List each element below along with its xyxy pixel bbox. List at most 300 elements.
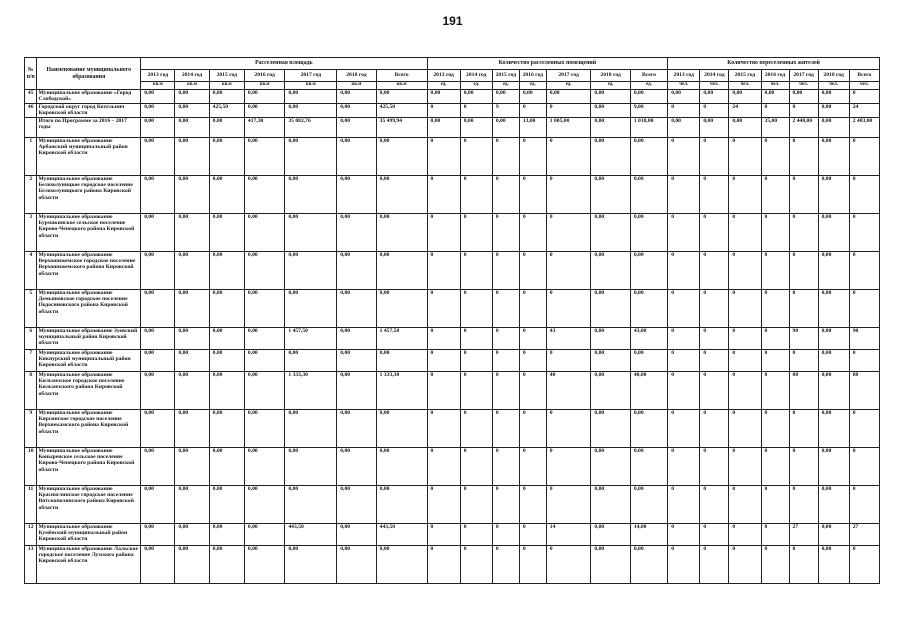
cell-area-1: 0,00 (175, 90, 209, 104)
municipality-name: Муниципальное образование Верхошижемское городское поселение Верхошижемского района Кировской области (37, 251, 141, 289)
cell-area-0: 0,00 (141, 485, 175, 523)
cell-people-4: 0 (789, 349, 818, 371)
header-year-people-5: 2018 год (818, 70, 849, 82)
cell-people-4: 0 (789, 175, 818, 213)
row-number: 45 (25, 90, 37, 104)
cell-area-4: 1 457,50 (285, 327, 337, 349)
cell-people-1: 0 (700, 175, 729, 213)
cell-rooms-1: 0 (460, 523, 492, 545)
cell-area-6: 0,00 (376, 289, 427, 327)
row-number: 4 (25, 251, 37, 289)
cell-rooms-4: 0 (546, 289, 591, 327)
cell-area-5: 0,00 (337, 409, 376, 447)
header-unit-rooms-0: ед. (427, 82, 460, 90)
cell-rooms-3: 0,00 (519, 90, 546, 104)
cell-rooms-6: 1 018,00 (630, 117, 667, 137)
cell-area-0: 0,00 (141, 103, 175, 117)
municipality-name: Муниципальное образование Кирсинское городское поселение Верхнекамского района Кировской области (37, 409, 141, 447)
cell-area-3: 0,00 (244, 175, 284, 213)
cell-area-4: 35 082,76 (285, 117, 337, 137)
cell-area-1: 0,00 (175, 175, 209, 213)
cell-rooms-2: 0 (492, 371, 519, 409)
header-year-area-2: 2015 год (209, 70, 244, 82)
cell-people-1: 0 (700, 103, 729, 117)
table-row (25, 409, 880, 447)
cell-people-1: 0 (700, 371, 729, 409)
cell-rooms-2: 9 (492, 103, 519, 117)
cell-rooms-0: 0 (427, 327, 460, 349)
row-number: 11 (25, 485, 37, 523)
cell-rooms-5: 0,00 (591, 447, 630, 485)
cell-area-6: 425,50 (376, 103, 427, 117)
cell-area-1: 0,00 (175, 545, 209, 583)
cell-area-2: 0,00 (209, 213, 244, 251)
header-name: Наименование муниципального образования (37, 58, 141, 90)
cell-people-4: 0 (789, 447, 818, 485)
header-group-people: Количество переселенных жителей (668, 58, 880, 70)
cell-people-2: 24 (729, 103, 761, 117)
cell-area-6: 35 499,94 (376, 117, 427, 137)
cell-rooms-5: 0,00 (591, 213, 630, 251)
cell-rooms-1: 0 (460, 251, 492, 289)
cell-area-5: 0,00 (337, 447, 376, 485)
cell-rooms-4: 1 005,00 (546, 117, 591, 137)
cell-rooms-5: 0,00 (591, 103, 630, 117)
cell-people-4: 0 (789, 251, 818, 289)
cell-area-5: 0,00 (337, 90, 376, 104)
cell-people-0: 0 (668, 371, 700, 409)
cell-people-4: 0 (789, 103, 818, 117)
cell-people-6: 90 (849, 327, 879, 349)
cell-rooms-3: 13,00 (519, 117, 546, 137)
cell-rooms-3: 0 (519, 327, 546, 349)
cell-rooms-2: 0 (492, 327, 519, 349)
cell-people-4: 88 (789, 371, 818, 409)
cell-rooms-0: 0 (427, 485, 460, 523)
cell-area-3: 0,00 (244, 409, 284, 447)
municipality-name: Муниципальное образование «Город Слободской» (37, 90, 141, 104)
cell-people-1: 0 (700, 409, 729, 447)
cell-area-2: 0,00 (209, 327, 244, 349)
cell-people-5: 0,00 (818, 289, 849, 327)
cell-people-4: 90 (789, 327, 818, 349)
cell-people-3: 0 (761, 523, 789, 545)
cell-people-4: 27 (789, 523, 818, 545)
table-row (25, 175, 880, 213)
cell-area-4: 443,50 (285, 523, 337, 545)
cell-area-1: 0,00 (175, 327, 209, 349)
header-unit-people-1: чел. (700, 82, 729, 90)
cell-rooms-6: 0,00 (630, 545, 667, 583)
cell-rooms-5: 0,00 (591, 545, 630, 583)
cell-people-5: 0,00 (818, 523, 849, 545)
cell-people-4: 0 (789, 289, 818, 327)
cell-people-1: 0 (700, 447, 729, 485)
header-year-rooms-2: 2015 год (492, 70, 519, 82)
cell-area-6: 1 333,30 (376, 371, 427, 409)
cell-people-6: 2 483,00 (849, 117, 879, 137)
table-row (25, 137, 880, 175)
cell-area-5: 0,00 (337, 137, 376, 175)
cell-people-0: 0 (668, 137, 700, 175)
cell-people-5: 0,00 (818, 545, 849, 583)
header-year-rooms-1: 2014 год (460, 70, 492, 82)
cell-people-6: 0 (849, 349, 879, 371)
cell-people-5: 0,00 (818, 371, 849, 409)
cell-rooms-4: 43 (546, 327, 591, 349)
cell-rooms-5: 0,00 (591, 251, 630, 289)
cell-people-2: 0 (729, 523, 761, 545)
municipality-name: Муниципальное образование Зуевский муниципальный район Кировской области (37, 327, 141, 349)
cell-people-3: 0 (761, 213, 789, 251)
header-unit-people-0: чел. (668, 82, 700, 90)
cell-people-5: 0,00 (818, 137, 849, 175)
cell-area-6: 0,00 (376, 349, 427, 371)
header-year-people-1: 2014 год (700, 70, 729, 82)
cell-area-5: 0,00 (337, 349, 376, 371)
cell-people-2: 0 (729, 447, 761, 485)
header-unit-rooms-3: ед. (519, 82, 546, 90)
cell-area-1: 0,00 (175, 485, 209, 523)
header-unit-area-2: кв.м (209, 82, 244, 90)
cell-people-6: 0 (849, 485, 879, 523)
cell-area-1: 0,00 (175, 349, 209, 371)
cell-people-0: 0 (668, 251, 700, 289)
header-unit-area-3: кв.м (244, 82, 284, 90)
cell-rooms-5: 0,00 (591, 409, 630, 447)
cell-people-2: 0,00 (729, 117, 761, 137)
cell-rooms-4: 0 (546, 213, 591, 251)
cell-rooms-0: 0,00 (427, 90, 460, 104)
cell-rooms-5: 0,00 (591, 349, 630, 371)
cell-rooms-3: 0 (519, 103, 546, 117)
cell-area-5: 0,00 (337, 251, 376, 289)
cell-rooms-5: 0,00 (591, 137, 630, 175)
header-unit-people-6: чел. (849, 82, 879, 90)
table-row (25, 90, 880, 104)
cell-rooms-1: 0 (460, 327, 492, 349)
cell-area-2: 0,00 (209, 251, 244, 289)
header-year-rooms-6: Всего (630, 70, 667, 82)
header-unit-rooms-1: ед. (460, 82, 492, 90)
cell-rooms-3: 0 (519, 447, 546, 485)
cell-people-6: 24 (849, 103, 879, 117)
cell-rooms-4: 0 (546, 545, 591, 583)
header-year-area-4: 2017 год (285, 70, 337, 82)
cell-people-2: 0 (729, 137, 761, 175)
cell-people-2: 0 (729, 371, 761, 409)
header-year-area-0: 2013 год (141, 70, 175, 82)
municipality-name: Муниципальное образование Демьяновское городское поселение Подосиновского района Кировской области (37, 289, 141, 327)
cell-people-5: 0,00 (818, 213, 849, 251)
cell-people-3: 0 (761, 371, 789, 409)
cell-people-1: 0 (700, 251, 729, 289)
cell-area-3: 0,00 (244, 90, 284, 104)
cell-area-4: 0,00 (285, 251, 337, 289)
cell-area-0: 0,00 (141, 213, 175, 251)
cell-area-5: 0,00 (337, 545, 376, 583)
cell-rooms-5: 0,00 (591, 371, 630, 409)
cell-rooms-3: 0 (519, 485, 546, 523)
table-row (25, 349, 880, 371)
page-number: 191 (442, 14, 463, 28)
municipality-name: Муниципальное образование Коныревское сельское поселение Кирово-Чепецкого района Кировской области (37, 447, 141, 485)
cell-rooms-0: 0 (427, 545, 460, 583)
header-group-area: Расселенная площадь (141, 58, 427, 70)
resettlement-table-wrapper (24, 57, 880, 584)
cell-area-1: 0,00 (175, 251, 209, 289)
cell-rooms-6: 0,00 (630, 137, 667, 175)
municipality-name: Муниципальное образование Кумёнский муниципальный район Кировской области (37, 523, 141, 545)
cell-area-1: 0,00 (175, 213, 209, 251)
cell-people-4: 2 448,00 (789, 117, 818, 137)
cell-rooms-5: 0,00 (591, 523, 630, 545)
cell-area-1: 0,00 (175, 371, 209, 409)
cell-rooms-3: 0 (519, 409, 546, 447)
table-row (25, 371, 880, 409)
row-number: 13 (25, 545, 37, 583)
cell-people-0: 0,00 (668, 117, 700, 137)
cell-people-1: 0 (700, 523, 729, 545)
cell-area-0: 0,00 (141, 349, 175, 371)
cell-area-3: 0,00 (244, 137, 284, 175)
cell-people-3: 0 (761, 289, 789, 327)
cell-area-4: 0,00 (285, 545, 337, 583)
cell-rooms-1: 0 (460, 349, 492, 371)
cell-area-3: 0,00 (244, 447, 284, 485)
header-year-rooms-3: 2016 год (519, 70, 546, 82)
cell-rooms-4: 0 (546, 103, 591, 117)
cell-area-0: 0,00 (141, 371, 175, 409)
cell-people-2: 0 (729, 409, 761, 447)
cell-area-5: 0,00 (337, 523, 376, 545)
cell-rooms-0: 0 (427, 137, 460, 175)
header-unit-rooms-2: ед. (492, 82, 519, 90)
cell-people-6: 0 (849, 251, 879, 289)
cell-area-0: 0,00 (141, 90, 175, 104)
cell-people-6: 88 (849, 371, 879, 409)
header-group-rooms: Количество расселенных помещений (427, 58, 668, 70)
cell-people-2: 0 (729, 349, 761, 371)
cell-people-1: 0 (700, 213, 729, 251)
cell-people-5: 0,00 (818, 447, 849, 485)
cell-people-5: 0,00 (818, 117, 849, 137)
cell-area-2: 0,00 (209, 485, 244, 523)
header-no: № п/п (25, 58, 37, 90)
cell-area-4: 1 333,30 (285, 371, 337, 409)
resettlement-table (24, 57, 880, 584)
cell-people-5: 0,00 (818, 175, 849, 213)
cell-people-1: 0,00 (700, 90, 729, 104)
cell-people-6: 0 (849, 289, 879, 327)
cell-rooms-6: 0,00 (630, 485, 667, 523)
cell-area-2: 0,00 (209, 523, 244, 545)
cell-rooms-2: 0 (492, 485, 519, 523)
cell-rooms-2: 0 (492, 447, 519, 485)
cell-rooms-1: 0,00 (460, 117, 492, 137)
header-unit-people-5: чел. (818, 82, 849, 90)
header-unit-people-2: чел. (729, 82, 761, 90)
cell-rooms-2: 0 (492, 349, 519, 371)
cell-rooms-4: 0 (546, 251, 591, 289)
cell-rooms-4: 0 (546, 409, 591, 447)
row-number: 46 (25, 103, 37, 117)
cell-rooms-1: 0 (460, 545, 492, 583)
cell-rooms-2: 0 (492, 545, 519, 583)
header-year-rooms-4: 2017 год (546, 70, 591, 82)
header-unit-area-4: кв.м (285, 82, 337, 90)
header-unit-rooms-6: ед. (630, 82, 667, 90)
cell-area-0: 0,00 (141, 175, 175, 213)
cell-area-2: 0,00 (209, 447, 244, 485)
cell-rooms-2: 0 (492, 523, 519, 545)
cell-area-0: 0,00 (141, 117, 175, 137)
cell-rooms-1: 0 (460, 103, 492, 117)
cell-area-4: 0,00 (285, 137, 337, 175)
header-unit-area-1: кв.м (175, 82, 209, 90)
cell-rooms-4: 0 (546, 349, 591, 371)
cell-people-6: 0 (849, 545, 879, 583)
cell-rooms-1: 0 (460, 289, 492, 327)
cell-area-5: 0,00 (337, 327, 376, 349)
cell-area-6: 0,00 (376, 137, 427, 175)
table-row-total (25, 117, 880, 137)
cell-rooms-2: 0,00 (492, 90, 519, 104)
cell-rooms-1: 0 (460, 447, 492, 485)
cell-area-1: 0,00 (175, 117, 209, 137)
table-row (25, 485, 880, 523)
header-year-rooms-0: 2013 год (427, 70, 460, 82)
cell-people-6: 27 (849, 523, 879, 545)
cell-people-3: 35,00 (761, 117, 789, 137)
table-row (25, 447, 880, 485)
row-number: 5 (25, 289, 37, 327)
cell-area-3: 0,00 (244, 103, 284, 117)
cell-area-4: 0,00 (285, 409, 337, 447)
cell-area-2: 0,00 (209, 409, 244, 447)
cell-area-2: 0,00 (209, 371, 244, 409)
cell-rooms-2: 0 (492, 289, 519, 327)
cell-rooms-0: 0 (427, 523, 460, 545)
row-number (25, 117, 37, 137)
header-unit-rooms-4: ед. (546, 82, 591, 90)
cell-rooms-1: 0 (460, 409, 492, 447)
cell-area-6: 0,00 (376, 545, 427, 583)
cell-people-2: 0,00 (729, 90, 761, 104)
cell-people-3: 0 (761, 447, 789, 485)
header-year-people-3: 2016 год (761, 70, 789, 82)
cell-people-3: 0 (761, 137, 789, 175)
cell-rooms-0: 0 (427, 103, 460, 117)
cell-people-2: 0 (729, 289, 761, 327)
cell-people-4: 0 (789, 409, 818, 447)
cell-people-0: 0 (668, 409, 700, 447)
cell-area-5: 0,00 (337, 103, 376, 117)
cell-rooms-2: 0,00 (492, 117, 519, 137)
header-year-area-3: 2016 год (244, 70, 284, 82)
cell-rooms-6: 0,00 (630, 175, 667, 213)
cell-people-0: 0,00 (668, 90, 700, 104)
cell-people-0: 0 (668, 327, 700, 349)
cell-people-5: 0,00 (818, 327, 849, 349)
row-number: 7 (25, 349, 37, 371)
cell-people-2: 0 (729, 175, 761, 213)
cell-people-0: 0 (668, 349, 700, 371)
cell-area-2: 0,00 (209, 117, 244, 137)
header-unit-area-6: кв.м (376, 82, 427, 90)
cell-rooms-2: 0 (492, 251, 519, 289)
cell-people-6: 0 (849, 175, 879, 213)
row-number: 6 (25, 327, 37, 349)
cell-area-1: 0,00 (175, 447, 209, 485)
cell-rooms-2: 0 (492, 213, 519, 251)
cell-rooms-4: 0 (546, 137, 591, 175)
header-year-area-5: 2018 год (337, 70, 376, 82)
cell-area-3: 417,30 (244, 117, 284, 137)
cell-rooms-4: 0 (546, 447, 591, 485)
municipality-name: Муниципальное образование Кильмезское городское поселение Кильмезского района Кировской области (37, 371, 141, 409)
cell-people-3: 0 (761, 327, 789, 349)
header-unit-people-4: чел. (789, 82, 818, 90)
cell-people-4: 0 (789, 545, 818, 583)
cell-people-5: 0,00 (818, 409, 849, 447)
cell-area-1: 0,00 (175, 103, 209, 117)
cell-area-4: 0,00 (285, 90, 337, 104)
cell-area-0: 0,00 (141, 251, 175, 289)
cell-people-6: 0 (849, 90, 879, 104)
cell-area-1: 0,00 (175, 409, 209, 447)
cell-area-4: 0,00 (285, 289, 337, 327)
table-row (25, 251, 880, 289)
cell-area-3: 0,00 (244, 289, 284, 327)
cell-rooms-4: 0,00 (546, 90, 591, 104)
cell-people-5: 0,00 (818, 90, 849, 104)
cell-area-6: 1 457,50 (376, 327, 427, 349)
cell-people-5: 0,00 (818, 251, 849, 289)
cell-area-1: 0,00 (175, 137, 209, 175)
header-unit-people-3: чел. (761, 82, 789, 90)
cell-rooms-6: 0,00 (630, 213, 667, 251)
table-row (25, 289, 880, 327)
header-year-people-2: 2015 год (729, 70, 761, 82)
cell-people-3: 0 (761, 409, 789, 447)
cell-rooms-3: 0 (519, 213, 546, 251)
header-year-area-6: Всего (376, 70, 427, 82)
cell-area-1: 0,00 (175, 523, 209, 545)
cell-rooms-3: 0 (519, 545, 546, 583)
cell-rooms-5: 0,00 (591, 90, 630, 104)
table-row (25, 327, 880, 349)
cell-people-3: 0 (761, 251, 789, 289)
cell-people-0: 0 (668, 523, 700, 545)
row-number: 12 (25, 523, 37, 545)
cell-people-1: 0 (700, 137, 729, 175)
cell-people-2: 0 (729, 545, 761, 583)
cell-people-2: 0 (729, 251, 761, 289)
cell-people-3: 0 (761, 545, 789, 583)
header-unit-rooms-5: ед. (591, 82, 630, 90)
cell-people-1: 0 (700, 349, 729, 371)
cell-area-2: 0,00 (209, 137, 244, 175)
cell-people-0: 0 (668, 103, 700, 117)
cell-area-2: 0,00 (209, 349, 244, 371)
cell-people-6: 0 (849, 447, 879, 485)
cell-rooms-6: 14,00 (630, 523, 667, 545)
cell-rooms-2: 0 (492, 409, 519, 447)
cell-people-2: 0 (729, 213, 761, 251)
cell-people-0: 0 (668, 175, 700, 213)
cell-rooms-6: 0,00 (630, 447, 667, 485)
